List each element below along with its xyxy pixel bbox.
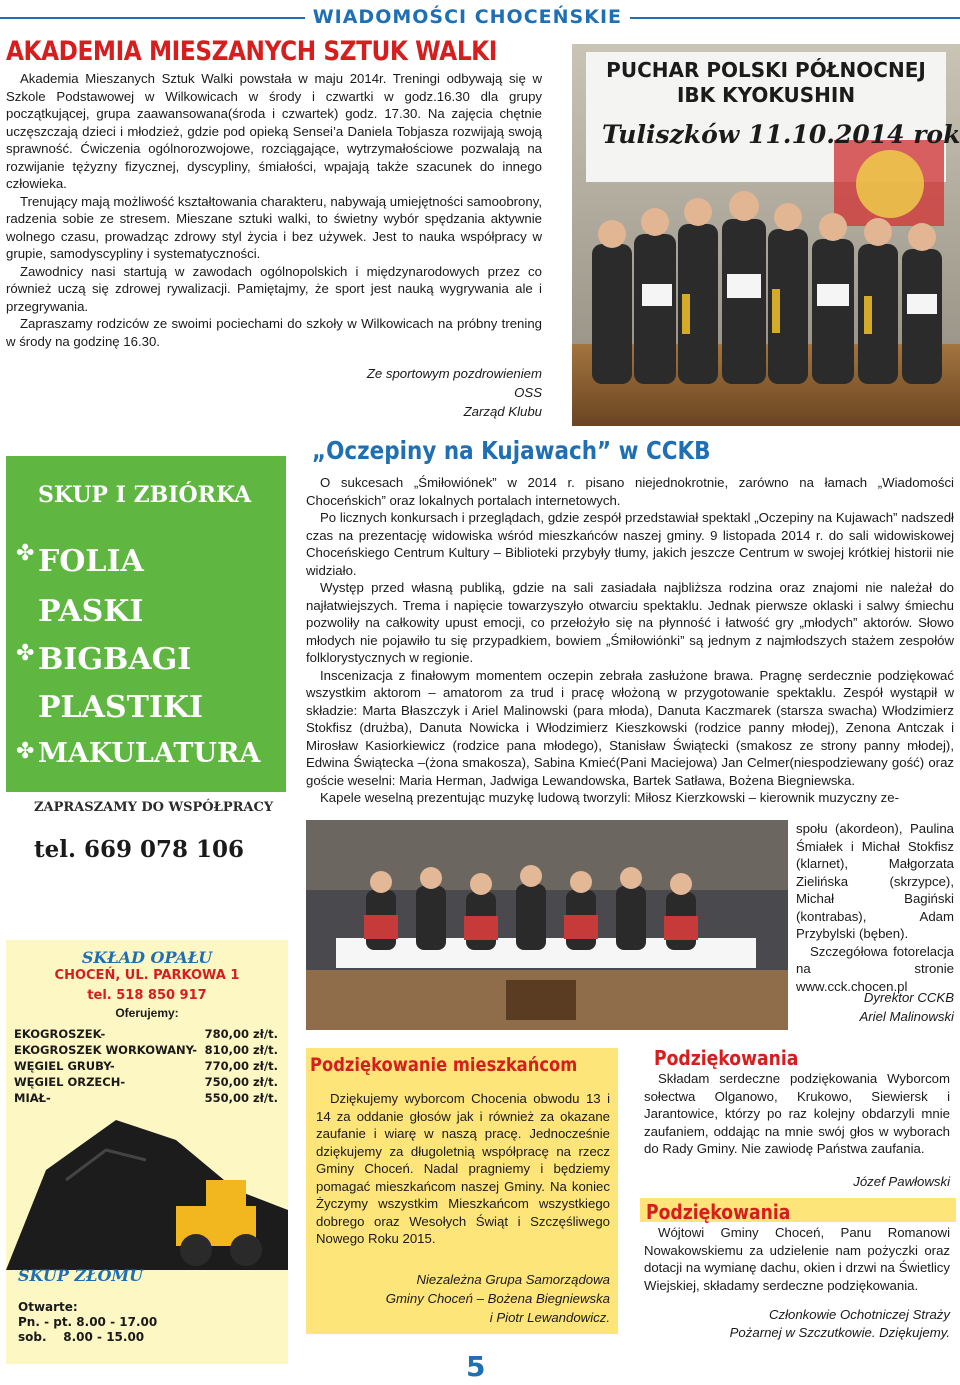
thanks-voters-box <box>640 1044 956 1192</box>
karate-group-photo <box>572 44 960 426</box>
ad2-title: SKŁAD OPAŁU <box>81 948 213 967</box>
ad1-line: MAKULATURA <box>38 738 261 769</box>
coal-pile-illustration <box>6 1110 288 1270</box>
price-item: WĘGIEL ORZECH- <box>14 1075 126 1089</box>
ad2-offer-label: Oferujemy: <box>115 1006 179 1020</box>
signature-line: Gminy Choceń – Bożena Biegniewska <box>385 1291 610 1306</box>
box3-signature <box>644 1306 950 1342</box>
masthead-title: WIADOMOŚCI CHOCEŃSKIE <box>305 6 630 28</box>
ad1-line: PLASTIKI <box>38 690 204 725</box>
box2-title: Podziękowania <box>654 1046 799 1070</box>
article2-body <box>306 474 954 807</box>
price-row <box>14 1090 278 1106</box>
article2-paragraph: O sukcesach „Śmiłowiónek” w 2014 r. pisano niejednokrotnie, zarówno na łamach „Wiadomości Choceńskich” oraz lokalnych portalach internetowych. <box>306 475 954 508</box>
article2-wrap-text: społu (akordeon), Paulina Śmiałek i Michał Stokfisz (klarnet), Małgorzata Zielińska (skrzypce), Michał Bagiński (kontrabas), Adam Przybylski (bęben). <box>796 821 954 941</box>
ad2-phone: tel. 518 850 917 <box>87 988 207 1003</box>
signature-line: OSS <box>514 385 542 400</box>
recycling-ad <box>6 456 286 884</box>
box2-paragraph: Składam serdeczne podziękowania Wyborcom sołectwa Olganowo, Krukowo, Siewiersk i Jarantowice, którzy po raz kolejny obdarzyli mnie zaufaniem, oddając na mnie swój głos w wyborach do Rady Gminy. Nie zawiodę Państwa zaufania. <box>644 1071 950 1156</box>
ad1-invite: ZAPRASZAMY DO WSPÓŁPRACY <box>34 800 274 815</box>
article1-signature <box>250 364 542 421</box>
box3-paragraph: Wójtowi Gminy Choceń, Panu Romanowi Nowakowskiemu za udzielenie nam pożyczki oraz dotacji na wymianę dachu, okien i drzwi na Świetlicy Wiejskiej, składamy serdeczne podziękowania. <box>644 1225 950 1293</box>
signature-line: Pożarnej w Szczutkowie. Dziękujemy. <box>729 1325 950 1340</box>
ad1-footer <box>6 792 286 884</box>
banner-line3: Tuliszków 11.10.2014 rok <box>602 120 960 149</box>
price-item: EKOGROSZEK WORKOWANY- <box>14 1043 198 1057</box>
coal-ad <box>6 940 288 1364</box>
signature-line: Niezależna Grupa Samorządowa <box>416 1272 610 1287</box>
hours-label: Otwarte: <box>18 1300 78 1314</box>
hours-line: sob. 8.00 - 15.00 <box>18 1330 145 1344</box>
article2-paragraph: Inscenizacja z finałowym momentem oczepin zebrała zasłużone brawa. Pragnę serdecznie podziękować wszystkim aktorom – amatorom za trud i pracę włożoną w przygotowanie spektaklu. Zespół wystąpił w składzie: Marta Błaszczyk i Ariel Malinowski (para młoda), Danuta Kaczmarek (starsza swacha) Włodzimierz Stokfisz (drużba), Danuta Nowicka i Włodzimierz Kieszkowski (rodzice panny młodej), Zenona Antczak i Mirosław Kasiorkiewicz (rodzice pana młodego), Stanisław Świątecki (smakosz ze strony panny młodej), Edwina Świątecka –(żona smakosza), Sabina Kmieć(Pani Maciejowa) Jan Celmer(niespodziewany gość) oraz goście weselni: Maria Herman, Jadwiga Lewandowska, Bartek Satława, Bożena Biegniewska. <box>306 667 954 788</box>
banner-line1: PUCHAR POLSKI PÓŁNOCNEJ <box>606 58 926 82</box>
box1-signature <box>316 1270 610 1327</box>
clover-icon: ✤ <box>16 738 35 763</box>
price-value: 770,00 zł/t. <box>204 1059 278 1073</box>
price-item: MIAŁ- <box>14 1091 51 1105</box>
banner-line2: IBK KYOKUSHIN <box>676 83 856 107</box>
stage-photo-illustration <box>306 820 788 1030</box>
ad2-address: CHOCEŃ, UL. PARKOWA 1 <box>54 968 240 983</box>
article2-signature <box>796 988 954 1026</box>
price-row <box>14 1058 278 1074</box>
ad2-skup: SKUP ZŁOMU <box>18 1266 144 1285</box>
ad2-price-list <box>14 1026 278 1106</box>
signature-line: Zarząd Klubu <box>463 404 542 419</box>
article1-paragraph: Zapraszamy rodziców ze swoimi pociechami do szkoły w Wilkowicach na próbny trening w środy na godzinę 16.30. <box>6 316 542 349</box>
article1-body <box>6 70 542 350</box>
box1-paragraph: Dziękujemy wyborcom Chocenia obwodu 13 i 14 za oddanie głosów jak i również za okazane zaufanie i wiarę w naszą pracę. Jednocześnie dziękujemy za długoletnią współpracę na rzecz Gminy Choceń. Nadal pragniemy i będziemy pomagać mieszkańcom naszej Gminy. Na koniec Życzymy wszystkim Mieszkańcom wszystkiego dobrego oraz Wesołych Świąt i Szczęśliwego Nowego Roku 2015. <box>316 1091 610 1246</box>
clover-icon: ✤ <box>16 540 35 565</box>
box2-signature: Józef Pawłowski <box>853 1174 950 1189</box>
article2-wrap <box>796 820 954 995</box>
box3-title: Podziękowania <box>646 1200 791 1224</box>
thanks-residents-box <box>306 1048 618 1334</box>
price-item: EKOGROSZEK- <box>14 1027 106 1041</box>
page-number: 5 <box>466 1350 486 1383</box>
price-value: 550,00 zł/t. <box>204 1091 278 1105</box>
article2-wrap-text2: Szczegółowa fotorelacja na stronie www.cck.chocen.pl <box>796 943 954 994</box>
price-item: WĘGIEL GRUBY- <box>14 1059 115 1073</box>
stage-performance-photo <box>306 820 788 1030</box>
ad1-line: FOLIA <box>38 544 144 579</box>
price-row <box>14 1026 278 1042</box>
ad1-line: SKUP I ZBIÓRKA <box>38 482 252 508</box>
signature-line: Dyrektor CCKB <box>863 990 954 1005</box>
price-row <box>14 1042 278 1058</box>
thanks-mayor-box <box>640 1198 956 1348</box>
hours-line: Pn. - pt. 8.00 - 17.00 <box>18 1315 158 1329</box>
article2-paragraph: Po licznych konkursach i przeglądach, gdzie zespół przedstawiał spektakl „Oczepiny na Kujawach” nadszedł czas na prezentację widowiska wśród mieszkańców naszej gminy. 9 listopada 2014 r. do sali widowiskowej Choceńskiego Centrum Kultury – Biblioteki przybyły tłumy, jakich jeszcze Centrum w swojej krótkiej historii nie widziało. <box>306 510 954 578</box>
box2-text <box>644 1070 950 1158</box>
signature-line: Ariel Malinowski <box>859 1009 954 1024</box>
article1-title: AKADEMIA MIESZANYCH SZTUK WALKI <box>6 36 497 67</box>
ad1-line: PASKI <box>38 594 144 629</box>
box1-text <box>316 1090 610 1248</box>
article1-paragraph: Zawodnicy nasi startują w zawodach ogólnopolskich i międzynarodowych przez co również uczą się zdrowej rywalizacji. Pamiętajmy, że sport jest nauką wygrywania ale i przegrywania. <box>6 263 542 314</box>
article1-paragraph: Trenujący mają możliwość kształtowania charakteru, nabywają umiejętności samoobrony, radzenia sobie ze stresem. Mieszane sztuki walki, to świetny wybór spędzania aktywnie wolnego czasu, prowadząc zdrowy styl życia i bez używek. Jest to nauka współpracy w grupie, samodyscypliny i systematyczności. <box>6 193 542 261</box>
box1-title: Podziękowanie mieszkańcom <box>310 1054 578 1076</box>
box3-text <box>644 1224 950 1294</box>
price-value: 810,00 zł/t. <box>204 1043 278 1057</box>
price-value: 780,00 zł/t. <box>204 1027 278 1041</box>
price-row <box>14 1074 278 1090</box>
ad2-hours <box>18 1300 157 1345</box>
signature-line: Członkowie Ochotniczej Straży <box>768 1307 950 1322</box>
signature-line: i Piotr Lewandowicz. <box>489 1310 610 1325</box>
article2-paragraph: Występ przed własną publiką, gdzie na sali zasiadała najbliższa rodzina oraz znajomi nie należał do najłatwiejszych. Trema i napięcie towarzyszyło otwarciu spektaklu. Jednak pierwsze oklaski i salwy śmiechu pozwoliły na całkowity upust emocji, co przełożyło się na płynność i łatwość gry „młodych” aktorów. Słowo młodych nie pojawiło tu się przypadkiem, bowiem „Śmiłowiónki” są jednym z najmłodszych stażem zespołów folklorystycznych w regionie. <box>306 580 954 665</box>
price-value: 750,00 zł/t. <box>204 1075 278 1089</box>
article2-paragraph: Kapele weselną prezentując muzykę ludową tworzyli: Miłosz Kierzkowski – kierownik muzyczny ze- <box>320 790 900 805</box>
article1-paragraph: Akademia Mieszanych Sztuk Walki powstała w maju 2014r. Treningi odbywają się w Szkole Podstawowej w Wilkowicach w środy i czwartki w godz.16.30 dla grupy początkującej, grupa zaawansowana(środa i czwartek) godz. 17.30. Na zajęcia chętnie uczęszczają dzieci i młodzież, gdzie pod opieką Sensei’a Daniela Tobjasza rozwijają swoją sprawność. Ćwiczenia ogólnorozwojowe, rozciągające, wytrzymałościowe pozwalają na rozwijanie tężyzny fizycznej, dyscypliny, śmiałości, wpajają także szacunek do innego człowieka. <box>6 71 542 191</box>
ad1-phone: tel. 669 078 106 <box>34 836 245 863</box>
ad1-line: BIGBAGI <box>38 642 192 677</box>
signature-line: Ze sportowym pozdrowieniem <box>366 366 542 381</box>
clover-icon: ✤ <box>16 640 35 665</box>
article2-title: „Oczepiny na Kujawach” w CCKB <box>312 436 711 465</box>
